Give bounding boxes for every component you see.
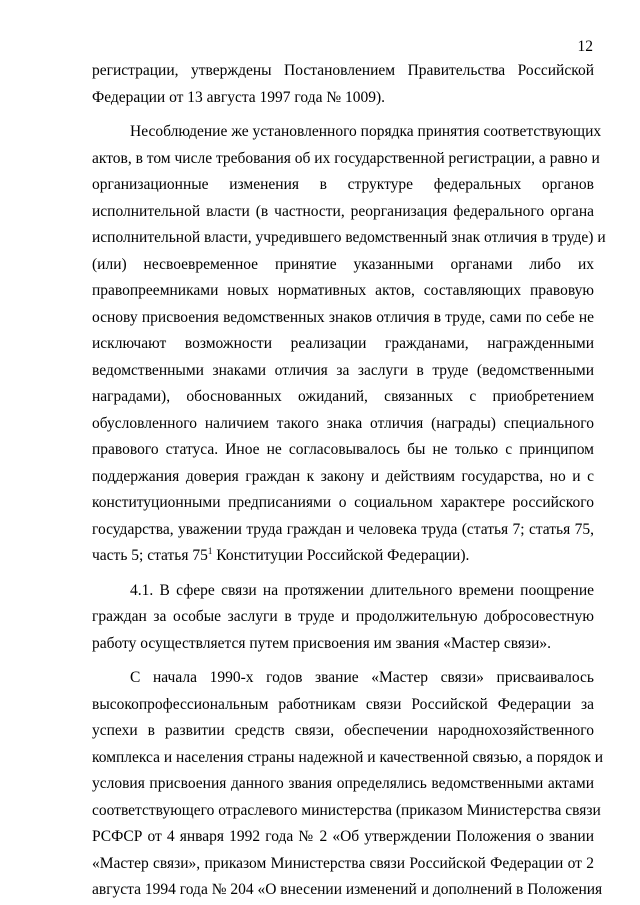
paragraph-line: конституционными предписаниями о социальном характере российского bbox=[92, 494, 594, 511]
paragraph-line: государства, уважении труда граждан и человека труда (статья 7; статья 75, bbox=[92, 520, 594, 538]
paragraph-line: (или) несвоевременное принятие указанными органами либо их bbox=[92, 255, 594, 273]
paragraph-2 bbox=[92, 119, 606, 570]
paragraph-line: высокопрофессиональным работникам связи Российской Федерации за bbox=[92, 695, 594, 713]
paragraph-line: основу присвоения ведомственных знаков отличия в труде, сами по себе не bbox=[92, 308, 594, 326]
paragraph-line: Федерации от 13 августа 1997 года № 1009). bbox=[92, 88, 386, 106]
paragraph-line: исключают возможности реализации гражданами, награжденными bbox=[92, 335, 594, 352]
paragraph-line: исполнительной власти (в частности, реорганизация федерального органа bbox=[92, 202, 594, 220]
paragraph-line: правового статуса. Иное не согласовывалось бы не только с принципом bbox=[92, 441, 594, 458]
paragraph-line: наградами), обоснованных ожиданий, связанных с приобретением bbox=[92, 388, 594, 405]
paragraph-1 bbox=[92, 58, 594, 111]
paragraph-line: «Мастер связи», приказом Министерства связи Российской Федерации от 2 bbox=[92, 854, 594, 872]
footnote-superscript: 1 bbox=[207, 545, 213, 556]
paragraph-line: актов, в том числе требования об их государственной регистрации, а равно и bbox=[92, 149, 600, 167]
paragraph-4 bbox=[92, 665, 604, 904]
paragraph-line: августа 1994 года № 204 «О внесении изменений и дополнений в Положения bbox=[92, 881, 603, 898]
paragraph-line: правопреемниками новых нормативных актов, составляющих правовую bbox=[92, 282, 594, 299]
paragraph-line: часть 5; статья $75^1$ Конституции Российской Федерации). bbox=[92, 545, 470, 564]
paragraph-line: С начала 1990-х годов звание «Мастер связи» присваивалось bbox=[130, 669, 594, 686]
paragraph-line: работу осуществляется путем присвоения им звания «Мастер связи». bbox=[92, 634, 552, 652]
paragraph-line: 4.1. В сфере связи на протяжении длительного времени поощрение bbox=[130, 581, 594, 599]
paragraph-line: ведомственными знаками отличия за заслуги в труде (ведомственными bbox=[92, 361, 594, 379]
paragraph-3 bbox=[92, 578, 594, 658]
paragraph-line: комплекса и населения страны надежной и качественной связью, а порядок и bbox=[92, 748, 604, 766]
paragraph-line: успехи в развитии средств связи, обеспечении народнохозяйственного bbox=[92, 722, 594, 739]
paragraph-line: организационные изменения в структуре федеральных органов bbox=[92, 176, 594, 193]
paragraph-line: регистрации, утверждены Постановлением Правительства Российской bbox=[92, 62, 594, 79]
document-body bbox=[92, 58, 606, 904]
paragraph-line: Несоблюдение же установленного порядка принятия соответствующих bbox=[130, 123, 602, 140]
paragraph-line: исполнительной власти, учредившего ведомственный знак отличия в труде) и bbox=[92, 229, 606, 246]
paragraph-line: обусловленного наличием такого знака отличия (награды) специального bbox=[92, 414, 594, 432]
paragraph-line: поддержания доверия граждан к закону и действиям государства, но и с bbox=[92, 467, 594, 485]
paragraph-line: граждан за особые заслуги в труде и продолжительную добросовестную bbox=[92, 608, 594, 625]
paragraph-line: соответствующего отраслевого министерства (приказом Министерства связи bbox=[92, 801, 601, 819]
paragraph-line: условия присвоения данного звания определялись ведомственными актами bbox=[92, 775, 594, 792]
page-number: 12 bbox=[577, 38, 593, 55]
paragraph-line: РСФСР от 4 января 1992 года № 2 «Об утверждении Положения о звании bbox=[92, 828, 594, 845]
